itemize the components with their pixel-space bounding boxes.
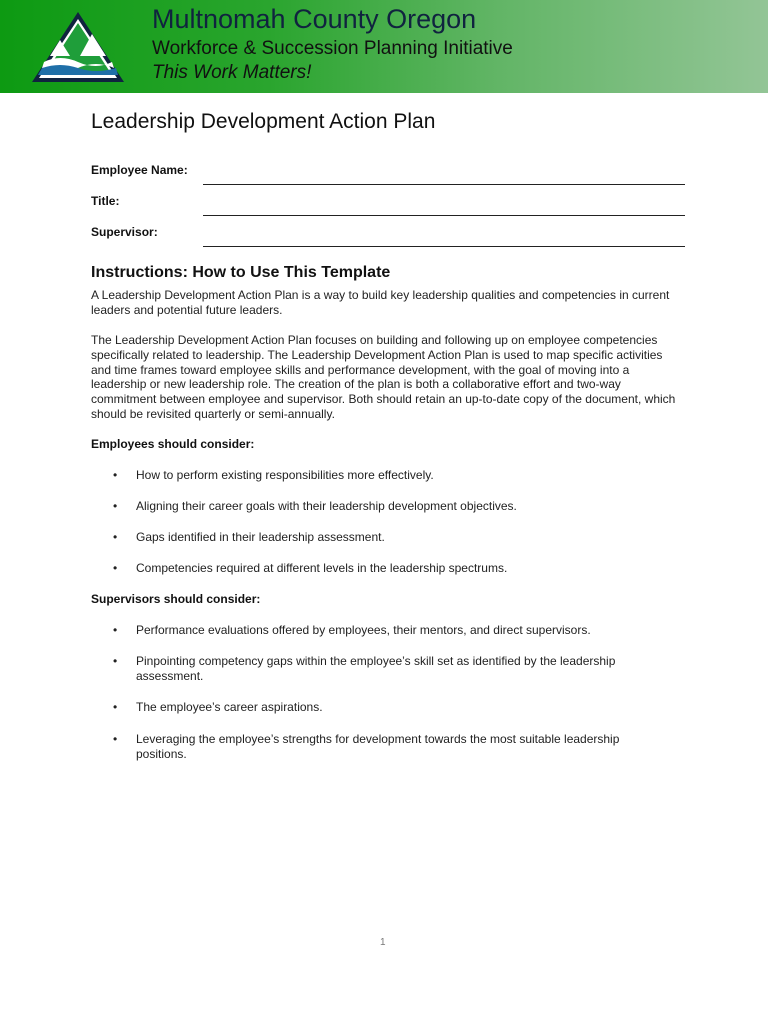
plan-description-paragraph: The Leadership Development Action Plan focuses on building and following up on employee competencies specifically related to leadership. The Leadership Development Action Plan is used to map specific activities and time frames toward employee skills and performance development, with the goal of moving into a leadership or new leadership role. The creation of the plan is both a collaborative effort and two-way commitment between employee and supervisor. Both should retain an up-to-date copy of the document, which should be revisited quarterly or semi-annually. (91, 333, 676, 421)
supervisor-label: Supervisor: (91, 225, 158, 239)
bullet-icon: • (113, 654, 118, 668)
list-item-text: Pinpointing competency gaps within the employee’s skill set as identified by the leadership assessment. (136, 654, 616, 683)
county-mountain-logo-icon (30, 10, 126, 84)
title-line[interactable] (203, 215, 685, 216)
list-item (113, 623, 658, 638)
list-item (113, 654, 658, 684)
instructions-heading: Instructions: How to Use This Template (91, 264, 391, 281)
supervisor-line[interactable] (203, 246, 685, 247)
bullet-icon: • (113, 468, 118, 482)
list-item-text: Aligning their career goals with their leadership development objectives. (136, 499, 517, 513)
intro-paragraph: A Leadership Development Action Plan is a way to build key leadership qualities and competencies in current leaders and potential future leaders. (91, 288, 670, 317)
list-item (113, 530, 658, 545)
list-item (113, 561, 658, 576)
list-item-text: How to perform existing responsibilities more effectively. (136, 468, 434, 482)
supervisor-field[interactable] (91, 225, 685, 247)
supervisors-heading: Supervisors should consider: (91, 592, 261, 606)
bullet-icon: • (113, 499, 118, 513)
list-item-text: The employee’s career aspirations. (136, 700, 323, 714)
bullet-icon: • (113, 732, 118, 746)
list-item (113, 499, 658, 514)
list-item-text: Competencies required at different levels in the leadership spectrums. (136, 561, 508, 575)
employees-heading: Employees should consider: (91, 437, 255, 451)
list-item (113, 468, 658, 483)
bullet-icon: • (113, 561, 118, 575)
list-item-text: Gaps identified in their leadership assessment. (136, 530, 385, 544)
initiative-name: Workforce & Succession Planning Initiative (152, 38, 513, 59)
list-item-text: Leveraging the employee’s strengths for development towards the most suitable leadership positions. (136, 732, 620, 761)
list-item (113, 700, 658, 715)
tagline: This Work Matters! (152, 62, 312, 83)
list-item (113, 732, 658, 762)
document-title: Leadership Development Action Plan (91, 110, 436, 133)
bullet-icon: • (113, 700, 118, 714)
bullet-icon: • (113, 623, 118, 637)
employee-name-field[interactable] (91, 163, 685, 185)
employee-name-line[interactable] (203, 184, 685, 185)
org-name: Multnomah County Oregon (152, 4, 477, 34)
bullet-icon: • (113, 530, 118, 544)
title-field[interactable] (91, 194, 685, 216)
page-number: 1 (380, 937, 386, 948)
employee-name-label: Employee Name: (91, 163, 188, 177)
header-banner (0, 0, 768, 93)
list-item-text: Performance evaluations offered by employees, their mentors, and direct supervisors. (136, 623, 591, 637)
title-label: Title: (91, 194, 120, 208)
